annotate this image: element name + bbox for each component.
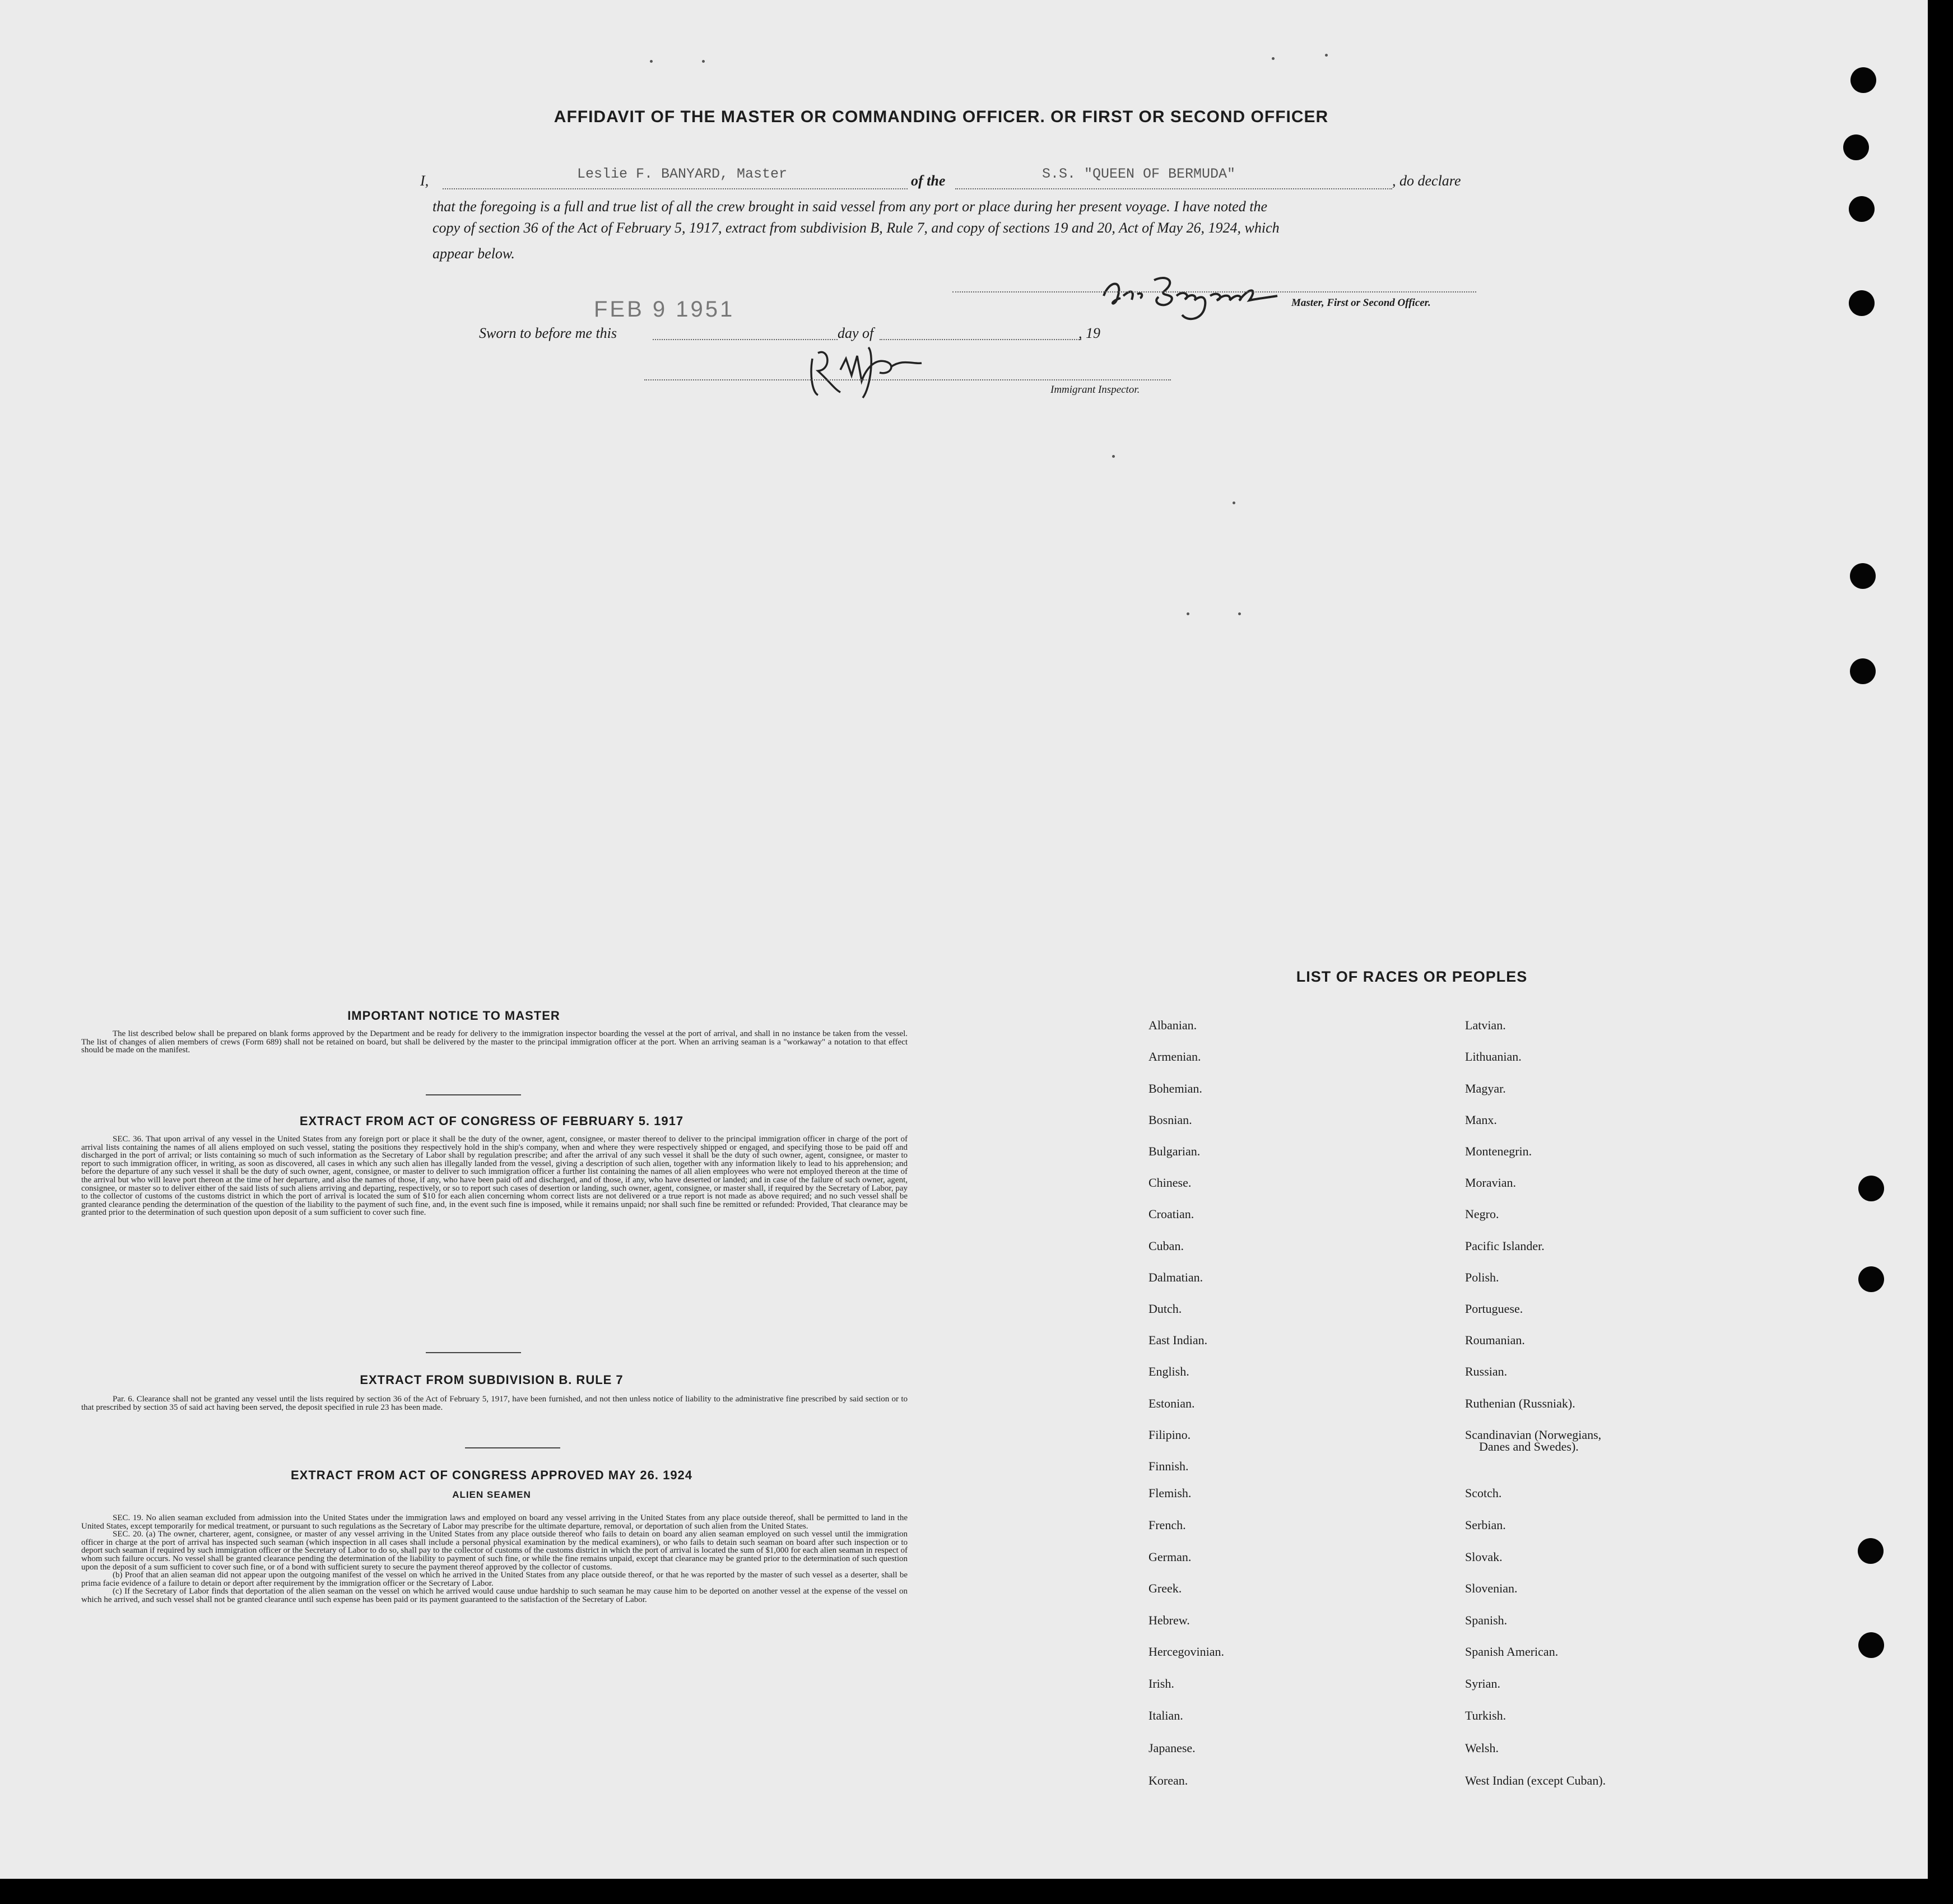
punch-hole <box>1849 196 1875 222</box>
race-item: Estonian. <box>1148 1396 1195 1410</box>
punch-hole <box>1850 658 1876 684</box>
section-divider <box>426 1352 521 1353</box>
extract-rule7-title: EXTRACT FROM SUBDIVISION B. RULE 7 <box>360 1373 624 1387</box>
race-item: Scotch. <box>1465 1486 1502 1500</box>
speck <box>1272 57 1275 60</box>
year-prefix: , 19 <box>1078 325 1100 341</box>
extract-1917-title: EXTRACT FROM ACT OF CONGRESS OF FEBRUARY 5. 1917 <box>299 1114 684 1128</box>
race-item: Hercegovinian. <box>1148 1645 1224 1659</box>
sec19-paragraph: SEC. 19. No alien seaman excluded from admission into the United States under the immigration laws and employed on board any vessel arriving in the United States from any place outside thereof, shall be permitted to land in the United States, except temporarily for medical treatment, or pursuant to such regulations as the Secretary of Labor may prescribe for the ultimate departure, removal, or deportation of such alien from the United States. <box>81 1513 908 1531</box>
punch-hole <box>1843 134 1869 160</box>
extract-1924-subtitle: ALIEN SEAMEN <box>452 1489 531 1500</box>
race-item: Ruthenian (Russniak). <box>1465 1396 1575 1410</box>
race-item: Spanish American. <box>1465 1645 1559 1659</box>
master-signature <box>1092 263 1305 325</box>
master-signature-line <box>952 291 1476 292</box>
race-item: Turkish. <box>1465 1708 1506 1722</box>
race-item: Danes and Swedes). <box>1479 1439 1579 1453</box>
punch-hole <box>1849 290 1875 316</box>
notice-paragraph: The list described below shall be prepared on blank forms approved by the Department and be ready for delivery to the immigration inspector boarding the vessel at the port of arrival, and shall in no instance be taken from the vessel. The list of changes of alien members of crews (Form 689) shall not be retained on board, but shall be delivered by the master to the principal immigration officer at the port. When an arriving seaman is a "workaway" a notation to that effect should be made on the manifest. <box>81 1029 908 1055</box>
extract-1917-text <box>81 1135 908 1217</box>
affidavit-title: AFFIDAVIT OF THE MASTER OR COMMANDING OFFICER. OR FIRST OR SECOND OFFICER <box>554 108 1329 126</box>
race-item: Montenegrin. <box>1465 1144 1532 1158</box>
race-item: Moravian. <box>1465 1176 1517 1190</box>
extract-rule7-text <box>81 1395 908 1411</box>
section-divider <box>426 1094 521 1095</box>
sworn-label: Sworn to before me this <box>479 325 617 341</box>
date-stamp: FEB 9 1951 <box>594 297 735 322</box>
inspector-caption: Immigrant Inspector. <box>1050 384 1140 396</box>
punch-hole <box>1850 67 1876 93</box>
day-of-label: day of <box>838 325 874 341</box>
races-title: LIST OF RACES OR PEOPLES <box>1296 968 1528 985</box>
inspector-signature-line <box>644 379 1171 380</box>
race-item: Russian. <box>1465 1364 1508 1378</box>
race-item: Bulgarian. <box>1148 1144 1201 1158</box>
punch-hole <box>1850 563 1876 589</box>
race-item: Latvian. <box>1465 1018 1506 1032</box>
race-item: Albanian. <box>1148 1018 1197 1032</box>
race-item: Serbian. <box>1465 1518 1506 1532</box>
race-item: Finnish. <box>1148 1459 1189 1473</box>
race-item: Slovak. <box>1465 1550 1503 1564</box>
race-item: Bosnian. <box>1148 1113 1192 1127</box>
speck <box>1112 455 1115 458</box>
race-item: Negro. <box>1465 1207 1499 1221</box>
affidavit-body-line-3: appear below. <box>433 245 515 262</box>
extract-1924-title: EXTRACT FROM ACT OF CONGRESS APPROVED MAY 26. 1924 <box>290 1468 693 1482</box>
race-item: English. <box>1148 1364 1189 1378</box>
punch-hole <box>1858 1176 1884 1201</box>
race-item: Scandinavian (Norwegians, <box>1465 1428 1602 1442</box>
race-item: Croatian. <box>1148 1207 1194 1221</box>
race-item: Irish. <box>1148 1677 1174 1691</box>
sec20c-paragraph: (c) If the Secretary of Labor finds that deportation of the alien seaman on the vessel on which he arrived would cause undue hardship to such seaman he may cause him to be deported on another vessel at the expense of the vessel on which he arrived, and such vessel shall not be granted clearance until such expense has been paid or its payment guaranteed to the satisfaction of the Secretary of Labor. <box>81 1587 908 1604</box>
race-item: Magyar. <box>1465 1081 1506 1095</box>
notice-text <box>81 1030 908 1055</box>
race-item: Spanish. <box>1465 1613 1508 1627</box>
race-item: Syrian. <box>1465 1677 1500 1691</box>
race-item: Greek. <box>1148 1581 1182 1595</box>
sec20a-paragraph: SEC. 20. (a) The owner, charterer, agent, consignee, or master of any vessel arriving in the United States from any place outside thereof who fails to detain on board any alien seaman employed on such vessel until the immigration officer in charge at the port of arrival has inspected such seaman (which inspection in all cases shall include a personal physical examination by the medical examiners), or who fails to detain such seaman on board after such inspection or to deport such seaman if required by such immigration officer or the Secretary of Labor to do so, shall pay to the collector of customs of the customs district in which the port of arrival is located the sum of $1,000 for each alien seaman in respect of whom such failure occurs. No vessel shall be granted clearance pending the determination of the liability to payment of such fine, or while the fine remains unpaid, except that clearance may be granted prior to the determination of such question upon the deposit of a sum sufficient to cover such fine, or of a bond with sufficient surety to secure the payment thereof approved by the collector of customs. <box>81 1530 908 1572</box>
race-item: Polish. <box>1465 1270 1499 1284</box>
do-declare-label: , do declare <box>1392 173 1461 189</box>
race-item: Armenian. <box>1148 1049 1201 1064</box>
speck <box>1233 501 1235 504</box>
race-item: German. <box>1148 1550 1192 1564</box>
inspector-signature <box>801 336 936 403</box>
race-item: Dutch. <box>1148 1302 1182 1316</box>
master-caption: Master, First or Second Officer. <box>1291 297 1431 309</box>
race-item: Lithuanian. <box>1465 1049 1522 1064</box>
speck <box>1187 612 1189 615</box>
race-item: Roumanian. <box>1465 1333 1525 1347</box>
race-item: Hebrew. <box>1148 1613 1190 1627</box>
speck <box>1238 612 1241 615</box>
extract-rule7-paragraph: Par. 6. Clearance shall not be granted any vessel until the lists required by section 36 of the Act of February 5, 1917, have been furnished, and not then unless notice of liability to the administrative fine prescribed by said section or to that prescribed by section 35 of said act having been served, the deposit specified in rule 23 has been made. <box>81 1395 908 1412</box>
vessel-name: S.S. "QUEEN OF BERMUDA" <box>1042 166 1236 182</box>
race-item: Filipino. <box>1148 1428 1191 1442</box>
sec20b-paragraph: (b) Proof that an alien seaman did not appear upon the outgoing manifest of the vessel on which he arrived in the United States from any place outside thereof, or that he was reported by the master of such vessel as a deserter, shall be prima facie evidence of a failure to detain or deport after requirement by the immigration officer or the Secretary of Labor. <box>81 1571 908 1588</box>
punch-hole <box>1858 1266 1884 1292</box>
race-item: Bohemian. <box>1148 1081 1202 1095</box>
declarant-line <box>443 188 908 189</box>
declarant-prefix: I, <box>420 173 429 189</box>
race-item: Portuguese. <box>1465 1302 1523 1316</box>
race-item: Korean. <box>1148 1773 1188 1787</box>
race-item: West Indian (except Cuban). <box>1465 1773 1606 1787</box>
declarant-name: Leslie F. BANYARD, Master <box>577 166 788 182</box>
race-item: Welsh. <box>1465 1741 1499 1755</box>
race-item: Cuban. <box>1148 1239 1184 1253</box>
speck <box>650 60 653 63</box>
vessel-line <box>955 188 1392 189</box>
race-item: Chinese. <box>1148 1176 1192 1190</box>
race-item: East Indian. <box>1148 1333 1208 1347</box>
affidavit-body-line-2: copy of section 36 of the Act of February 5, 1917, extract from subdivision B, Rule 7, and copy of sections 19 and 20, Act of May 26, 1924, which <box>433 220 1280 236</box>
race-item: Italian. <box>1148 1708 1183 1722</box>
race-item: Pacific Islander. <box>1465 1239 1545 1253</box>
race-item: French. <box>1148 1518 1186 1532</box>
section-divider <box>465 1447 560 1448</box>
speck <box>702 60 705 63</box>
extract-1917-paragraph: SEC. 36. That upon arrival of any vessel in the United States from any foreign port or place it shall be the duty of the owner, agent, consignee, or master thereof to deliver to the principal immigration officer in charge of the port of arrival lists containing the names of all aliens employed on such vessel, stating the positions they respectively hold in the ship's company, when and where they were respectively shipped or engaged, and specifying those to be paid off and discharged in the port of arrival; or lists containing so much of such information as the Secretary of Labor shall by regulation prescribe; and after the arrival of any such vessel it shall be the duty of such owner, agent, consignee, or master to report to such immigration officer, in writing, as soon as discovered, all cases in which any such alien has illegally landed from the vessel, giving a description of such alien, together with any information likely to lead to his apprehension; and before the departure of any such vessel it shall be the duty of such owner, agent, consignee, or master to deliver to such immigration officer a further list containing the names of all alien employees who were not employed thereon at the time of the arrival but who will leave port thereon at the time of her departure, and also the names of those, if any, who have been paid off and discharged, and of those, if any, who have deserted or landed; and in case of the failure of such owner, agent, consignee, or master so to deliver either of the said lists of such aliens arriving and departing, respectively, or so to report such cases of desertion or landing, such owner, agent, consignee, or master shall, if required by the Secretary of Labor, pay to the collector of customs of the customs district in which the port of arrival is located the sum of $10 for each alien concerning whom correct lists are not delivered or a true report is not made as above required; and no such vessel shall be granted clearance pending the determination of the question of the liability to the payment of such fine, and, in the event such fine is imposed, while it remains unpaid; nor shall such fine be remitted or refunded: Provided, That clearance may be granted prior to the determination of such question upon deposit of a sum sufficient to cover such fine. <box>81 1135 908 1218</box>
punch-hole <box>1858 1538 1884 1564</box>
notice-title: IMPORTANT NOTICE TO MASTER <box>347 1009 560 1023</box>
extract-1924-text <box>81 1514 908 1604</box>
punch-hole <box>1858 1632 1884 1658</box>
race-item: Japanese. <box>1148 1741 1196 1755</box>
speck <box>1325 54 1328 57</box>
affidavit-body-line-1: that the foregoing is a full and true list of all the crew brought in said vessel from any port or place during her present voyage. I have noted the <box>433 198 1267 215</box>
race-item: Manx. <box>1465 1113 1497 1127</box>
race-item: Slovenian. <box>1465 1581 1518 1595</box>
of-the-label: of the <box>911 173 946 189</box>
race-item: Flemish. <box>1148 1486 1192 1500</box>
race-item: Dalmatian. <box>1148 1270 1203 1284</box>
